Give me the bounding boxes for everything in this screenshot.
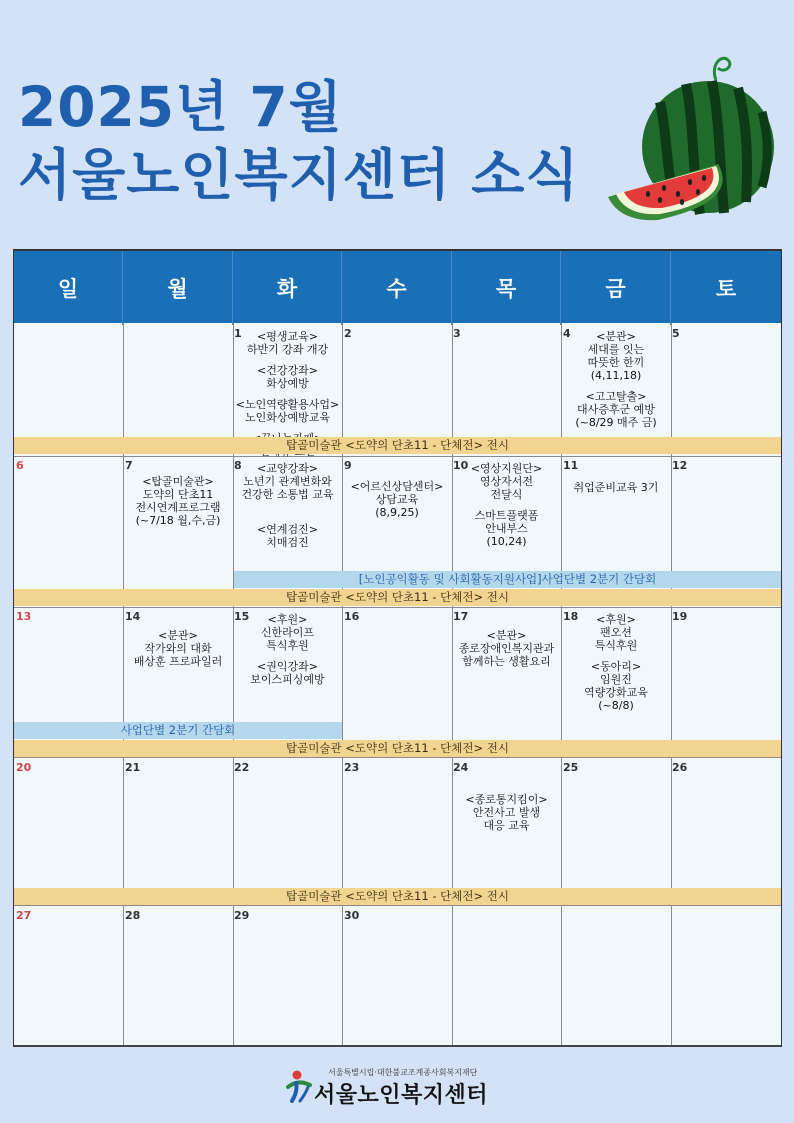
day-number: 11 <box>563 459 579 472</box>
weekday-thu: 목 <box>452 251 561 325</box>
day-number: 2 <box>344 327 352 340</box>
event-day-10: <영상지원단> 영상자서전 전달식 스마트플랫폼 안내부스 (10,24) <box>470 462 543 548</box>
grid-line <box>14 456 781 457</box>
day-number: 24 <box>453 761 469 774</box>
day-number: 9 <box>344 459 352 472</box>
day-number: 22 <box>234 761 250 774</box>
day-number: 29 <box>234 909 250 922</box>
event-day-1: <평생교육> 하반기 강좌 개강 <건강강좌> 화상예방 <노인역량활용사업> 노인화상예방교육 <box>235 330 340 424</box>
event-day-8: <교양강좌> 노년기 관계변화와 건강한 소통법 교육 <연계검진> 치매검진 <box>241 462 334 549</box>
day-number: 12 <box>672 459 688 472</box>
weekday-wed: 수 <box>342 251 452 325</box>
grid-line <box>452 323 453 1045</box>
grid-line <box>14 757 781 758</box>
day-number: 14 <box>125 610 141 623</box>
footer-org-small: 서울특별시립·대한불교조계종사회복지재단 <box>328 1068 478 1077</box>
day-number: 4 <box>563 327 571 340</box>
exhibition-band: 탑골미술관 <도약의 단초11 - 단체전> 전시 <box>14 589 781 606</box>
weekday-sat: 토 <box>715 277 737 301</box>
exhibition-band: 탑골미술관 <도약의 단초11 - 단체전> 전시 <box>14 888 781 905</box>
day-number: 17 <box>453 610 469 623</box>
grid-line <box>671 323 672 1045</box>
weekday-sun: 일 <box>14 251 123 325</box>
event-day-18: <후원> 팬오션 특식후원 <동아리> 임원진 역량강화교육 (~8/8) <box>584 613 648 712</box>
day-number-sunday: 6 <box>16 459 24 472</box>
event-day-11: 취업준비교육 3기 <box>573 481 659 494</box>
day-number: 28 <box>125 909 141 922</box>
day-number: 8 <box>234 459 242 472</box>
watermelon-icon <box>598 42 778 222</box>
grid-line <box>14 607 781 608</box>
day-number: 30 <box>344 909 360 922</box>
grid-line <box>123 323 124 1045</box>
meeting-band: [노인공익활동 및 사회활동지원사업]사업단별 2분기 간담회 <box>234 571 781 588</box>
title-line-2: 서울노인복지센터 소식 <box>18 143 580 207</box>
day-number-sunday: 13 <box>16 610 32 623</box>
day-number: 23 <box>344 761 360 774</box>
day-number: 25 <box>563 761 579 774</box>
event-day-9: <어르신상담센터> 상담교육 (8,9,25) <box>350 480 444 519</box>
weekday-header <box>14 249 781 323</box>
title-line-1: 2025년 7월 <box>18 75 343 139</box>
day-number: 15 <box>234 610 250 623</box>
day-number: 19 <box>672 610 688 623</box>
day-number: 3 <box>453 327 461 340</box>
event-day-4: <분관> 세대를 잇는 따뜻한 한끼 (4,11,18) <고고탈출> 대사증후군 예방 (~8/29 매주 금) <box>575 330 657 429</box>
exhibition-band: 탑골미술관 <도약의 단초11 - 단체전> 전시 <box>14 437 781 454</box>
grid-line <box>342 323 343 1045</box>
day-number: 7 <box>125 459 133 472</box>
weekday-tue: 화 <box>233 251 342 325</box>
center-logo-icon <box>286 1069 314 1103</box>
weekday-fri: 금 <box>561 251 671 325</box>
day-number: 5 <box>672 327 680 340</box>
meeting-band: 사업단별 2분기 간담회 <box>14 722 342 739</box>
event-day-24: <종로통지킴이> 안전사고 발생 대응 교육 <box>465 793 548 832</box>
footer-org-name: 서울노인복지센터 <box>314 1083 489 1108</box>
event-day-14: <분관> 작가와의 대화 배상훈 프로파일러 <box>133 629 223 668</box>
exhibition-band: 탑골미술관 <도약의 단초11 - 단체전> 전시 <box>14 740 781 757</box>
day-number: 1 <box>234 327 242 340</box>
footer-logo <box>280 1063 520 1113</box>
day-number: 26 <box>672 761 688 774</box>
event-day-7: <탑골미술관> 도약의 단초11 전시연계프로그램 (~7/18 월,수,금) <box>135 475 221 527</box>
day-number-sunday: 20 <box>16 761 32 774</box>
weekday-mon: 월 <box>123 251 233 325</box>
day-number-sunday: 27 <box>16 909 32 922</box>
calendar <box>13 249 782 1047</box>
event-day-15: <후원> 신한라이프 특식후원 <권익강좌> 보이스피싱예방 <box>250 613 325 686</box>
day-number: 18 <box>563 610 579 623</box>
event-day-17: <분관> 종로장애인복지관과 함께하는 생활요리 <box>458 629 555 668</box>
day-number: 21 <box>125 761 141 774</box>
grid-line <box>14 905 781 906</box>
day-number: 16 <box>344 610 360 623</box>
day-number: 10 <box>453 459 469 472</box>
